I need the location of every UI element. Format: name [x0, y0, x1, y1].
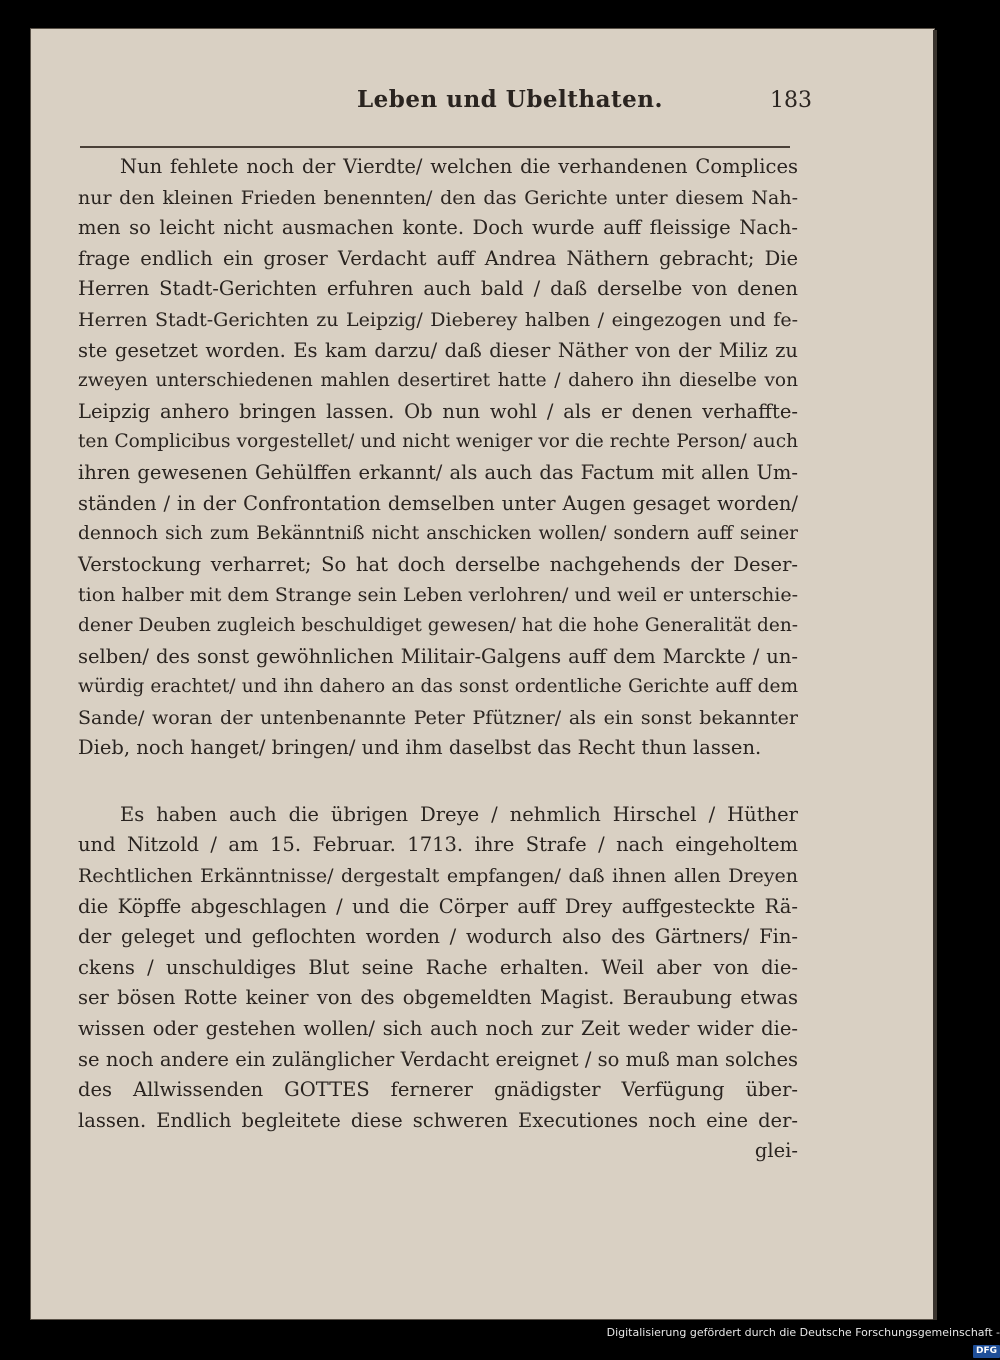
text-line: würdig erachtet/ und ihn dahero an das sonst ordentliche Gerichte auff dem	[78, 676, 798, 698]
text-line: der geleget und geflochten worden / wodurch also des Gärtners/ Fin-	[78, 925, 798, 949]
digitization-credit	[600, 1324, 1000, 1356]
text-line: zweyen unterschiedenen mahlen desertiret hatte / dahero ihn dieselbe von	[78, 370, 798, 392]
text-line: Herren Stadt-Gerichten erfuhren auch bald / daß derselbe von denen	[78, 277, 798, 301]
running-head: Leben und Ubelthaten.	[356, 86, 664, 113]
text-line: tion halber mit dem Strange sein Leben verlohren/ und weil er unterschie-	[78, 584, 798, 607]
text-line: des Allwissenden GOTTES fernerer gnädigster Verfügung über-	[78, 1078, 798, 1102]
text-line: se noch andere ein zulänglicher Verdacht ereignet / so muß man solches	[78, 1047, 798, 1071]
text-line: ständen / in der Confrontation demselben unter Augen gesaget worden/	[78, 491, 798, 515]
text-line: Es haben auch die übrigen Dreye / nehmlich Hirschel / Hüther	[120, 802, 798, 826]
text-line: Herren Stadt-Gerichten zu Leipzig/ Dieberey halben / eingezogen und fe-	[78, 308, 798, 331]
dfg-logo-icon: DFG	[973, 1345, 1000, 1358]
text-line: ten Complicibus vorgestellet/ und nicht weniger vor die rechte Person/ auch	[78, 431, 798, 453]
text-line: die Köpffe abgeschlagen / und die Cörper auff Drey auffgesteckte Rä-	[78, 894, 798, 918]
paragraph-2	[78, 800, 798, 1167]
text-line: dener Deuben zugleich beschuldiget gewesen/ hat die hohe Generalität den-	[78, 614, 798, 636]
paragraph-1	[78, 152, 798, 764]
page-number: 183	[770, 88, 812, 113]
text-line: Leipzig anhero bringen lassen. Ob nun wohl / als er denen verhaffte-	[78, 399, 798, 423]
text-line: dennoch sich zum Bekänntniß nicht anschicken wollen/ sondern auff seiner	[78, 523, 798, 545]
text-line: ihren gewesenen Gehülffen erkannt/ als auch das Factum mit allen Um-	[78, 460, 798, 484]
text-line: Verstockung verharret; So hat doch derselbe nachgehends der Deser-	[78, 552, 798, 576]
text-line: nur den kleinen Frieden benennten/ den das Gerichte unter diesem Nah-	[78, 186, 798, 209]
text-line: men so leicht nicht ausmachen konte. Doch wurde auff fleissige Nach-	[78, 216, 798, 240]
header-rule	[80, 146, 790, 148]
text-line: Nun fehlete noch der Vierdte/ welchen die verhandenen Complices	[120, 155, 798, 178]
page-edge-shadow	[933, 30, 937, 1320]
text-line: wissen oder gestehen wollen/ sich auch noch zur Zeit weder wider die-	[78, 1017, 798, 1041]
text-line: ckens / unschuldiges Blut seine Rache erhalten. Weil aber von die-	[78, 955, 798, 979]
text-line: und Nitzold / am 15. Februar. 1713. ihre Strafe / nach eingeholtem	[78, 833, 798, 857]
text-line: ste gesetzet worden. Es kam darzu/ daß dieser Näther von der Miliz zu	[78, 338, 798, 362]
text-line: frage endlich ein groser Verdacht auff Andrea Näthern gebracht; Die	[78, 246, 798, 270]
text-line: lassen. Endlich begleitete diese schweren Executiones noch eine der-	[78, 1108, 798, 1132]
text-line: ser bösen Rotte keiner von des obgemeldten Magist. Beraubung etwas	[78, 986, 798, 1010]
text-line: Rechtlichen Erkänntnisse/ dergestalt empfangen/ daß ihnen allen Dreyen	[78, 865, 798, 888]
catchword: glei-	[754, 1139, 798, 1163]
text-line: Dieb, noch hanget/ bringen/ und ihm daselbst das Recht thun lassen.	[78, 736, 762, 760]
credit-text: Digitalisierung gefördert durch die Deutsche Forschungsgemeinschaft -	[606, 1326, 1000, 1339]
page-header	[60, 86, 830, 122]
body-text	[78, 152, 798, 1167]
text-line: selben/ des sonst gewöhnlichen Militair-Galgens auff dem Marckte / un-	[78, 644, 798, 668]
text-line: Sande/ woran der untenbenannte Peter Pfützner/ als ein sonst bekannter	[78, 706, 798, 729]
